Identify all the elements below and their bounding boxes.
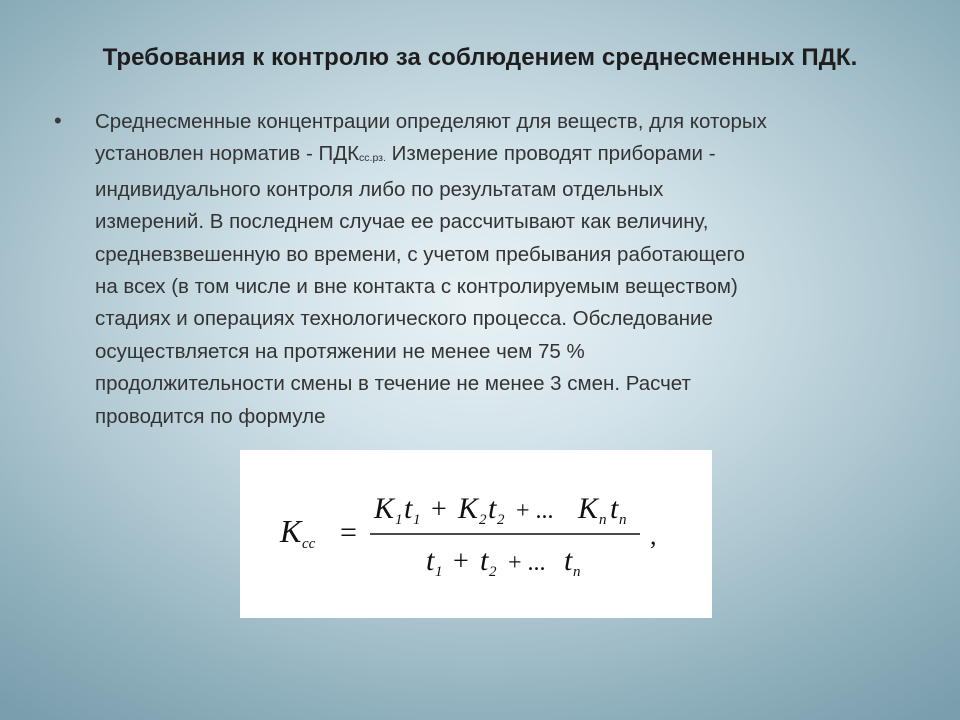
paragraph-line: на всех (в том числе и вне контакта с контролируемым веществом) xyxy=(95,275,738,299)
formula-den-plus2: + ... xyxy=(508,550,546,576)
formula-svg xyxy=(240,450,712,618)
paragraph-fragment: установлен норматив - ПДК xyxy=(95,142,360,166)
formula-den-plus1: + xyxy=(453,546,469,577)
paragraph-line: проводится по формуле xyxy=(95,404,326,428)
pdk-subscript: сс.рз. xyxy=(359,152,386,165)
paragraph-line: индивидуального контроля либо по результатам отдельных xyxy=(95,177,664,201)
formula-num-k1-sub: 1 xyxy=(395,512,403,528)
formula-num-t1: t xyxy=(404,492,413,525)
formula-den-t1-sub: 1 xyxy=(435,564,443,580)
formula-trailing-comma: , xyxy=(650,521,657,550)
formula-num-k2: K xyxy=(458,492,479,525)
paragraph-line: измерений. В последнем случае ее рассчитывают как величину, xyxy=(95,210,709,234)
formula-den-tn-sub: n xyxy=(573,564,581,580)
formula-den-t1: t xyxy=(426,544,435,577)
formula-den-t2: t xyxy=(480,544,489,577)
paragraph-line: Среднесменные концентрации определяют для веществ, для которых xyxy=(95,110,767,133)
formula-num-k1: K xyxy=(374,492,395,525)
formula-den-t2-sub: 2 xyxy=(489,564,497,580)
body-paragraph xyxy=(95,106,895,433)
paragraph-line: средневзвешенную во времени, с учетом пребывания работающего xyxy=(95,242,745,266)
formula-num-tn-sub: n xyxy=(619,512,627,528)
paragraph-fragment: Измерение проводят приборами - xyxy=(385,142,716,166)
formula-num-plus2: + ... xyxy=(516,498,554,524)
paragraph-line: стадиях и операциях технологического процесса. Обследование xyxy=(95,307,713,331)
formula-num-t2: t xyxy=(488,492,497,525)
formula-num-t2-sub: 2 xyxy=(497,512,505,528)
formula-num-k2-sub: 2 xyxy=(479,512,487,528)
formula-equals: = xyxy=(340,516,357,549)
formula-num-t1-sub: 1 xyxy=(413,512,421,528)
formula-lhs-subscript: сс xyxy=(302,536,316,552)
paragraph-line xyxy=(95,138,895,173)
formula-num-kn-sub: n xyxy=(599,512,607,528)
paragraph-line: осуществляется на протяжении не менее чем 75 % xyxy=(95,339,585,363)
formula-image xyxy=(240,450,712,618)
paragraph-line: продолжительности смены в течение не менее 3 смен. Расчет xyxy=(95,372,691,396)
formula-num-kn: K xyxy=(578,492,599,525)
slide-title: Требования к контролю за соблюдением среднесменных ПДК. xyxy=(102,44,858,71)
formula-den-tn: t xyxy=(564,544,573,577)
bullet-marker: • xyxy=(54,108,62,133)
formula-num-tn: t xyxy=(610,492,619,525)
formula-lhs-symbol: K xyxy=(280,513,302,549)
formula-num-plus1: + xyxy=(431,494,447,525)
